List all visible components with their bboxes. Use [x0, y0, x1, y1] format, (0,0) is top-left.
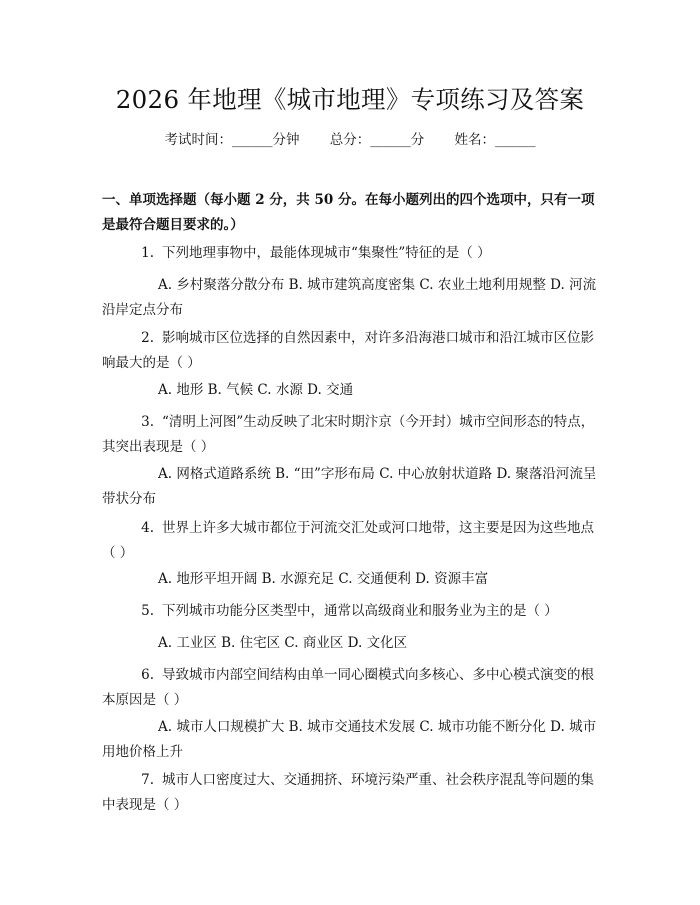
question-text: 下列城市功能分区类型中，通常以高级商业和服务业为主的是（ ） [162, 603, 558, 619]
question-number: 4. [141, 520, 154, 536]
question-number: 5. [141, 603, 154, 619]
name-field: 姓名：______ [454, 132, 536, 148]
question-stem [102, 241, 602, 266]
question-options: A. 网格式道路系统 B. “田”字形布局 C. 中心放射状道路 D. 聚落沿河流呈带状分布 [102, 466, 597, 507]
question-stem [102, 768, 602, 818]
question-stem [102, 326, 602, 376]
question-text: 导致城市内部空间结构由单一同心圈模式向多核心、多中心模式演变的根本原因是（ ） [102, 667, 594, 708]
question-options: A. 乡村聚落分散分布 B. 城市建筑高度密集 C. 农业土地利用规整 D. 河流沿岸定点分布 [102, 277, 597, 318]
exam-time-field: 考试时间：______分钟 [164, 132, 300, 148]
question-text: 下列地理事物中，最能体现城市“集聚性”特征的是（ ） [162, 245, 491, 261]
question-text: 影响城市区位选择的自然因素中，对许多沿海港口城市和沿江城市区位影响最大的是（ ） [102, 330, 594, 371]
total-score-field: 总分：______分 [329, 132, 425, 148]
question-stem [102, 516, 602, 566]
question-number: 7. [141, 772, 154, 788]
exam-meta [0, 128, 700, 152]
question-number: 2. [141, 330, 154, 346]
question-options: A. 工业区 B. 住宅区 C. 商业区 D. 文化区 [158, 635, 408, 651]
question-number: 6. [141, 667, 154, 683]
question-stem [102, 410, 602, 460]
question-number: 3. [141, 414, 154, 430]
question-stem [102, 663, 602, 713]
question-options: A. 城市人口规模扩大 B. 城市交通技术发展 C. 城市功能不断分化 D. 城市用地价格上升 [102, 719, 597, 760]
question-options: A. 地形平坦开阔 B. 水源充足 C. 交通便利 D. 资源丰富 [158, 571, 489, 587]
question-text: 世界上许多大城市都位于河流交汇处或河口地带，这主要是因为这些地点（ ） [102, 520, 594, 561]
question-stem [102, 599, 602, 624]
question-text: 城市人口密度过大、交通拥挤、环境污染严重、社会秩序混乱等问题的集中表现是（ ） [102, 772, 594, 813]
section-instruction: 一、单项选择题（每小题 2 分，共 50 分。在每小题列出的四个选项中，只有一项是最符合题目要求的。） [102, 192, 595, 233]
question-options: A. 地形 B. 气候 C. 水源 D. 交通 [158, 382, 354, 398]
question-number: 1. [141, 245, 154, 261]
page-title: 2026 年地理《城市地理》专项练习及答案 [115, 85, 585, 114]
question-text: “清明上河图”生动反映了北宋时期汴京（今开封）城市空间形态的特点，其突出表现是（ ） [102, 414, 595, 455]
